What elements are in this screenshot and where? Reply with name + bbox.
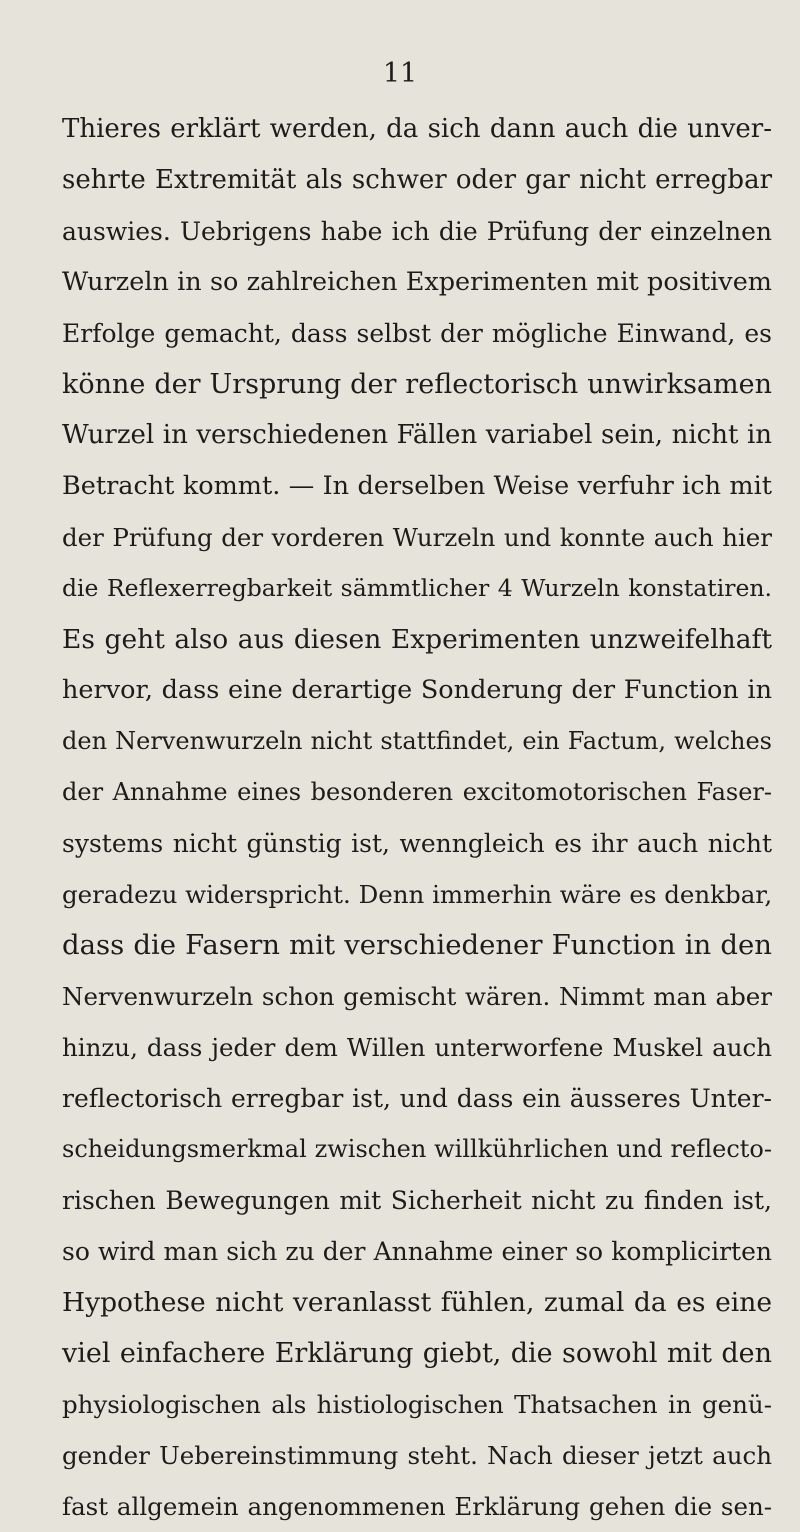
text-line: sehrte Extremität als schwer oder gar nicht erregbar: [62, 165, 772, 195]
text-line: reflectorisch erregbar ist, und dass ein äusseres Unter-: [62, 1084, 772, 1113]
text-line: systems nicht günstig ist, wenngleich es ihr auch nicht: [62, 829, 772, 858]
text-line: dass die Fasern mit verschiedener Function in den: [62, 929, 772, 961]
text-line: scheidungsmerkmal zwischen willkührlichen und reflecto-: [62, 1135, 772, 1163]
text-line: Es geht also aus diesen Experimenten unzweifelhaft: [62, 624, 772, 655]
text-line: Hypothese nicht veranlasst fühlen, zumal da es eine: [62, 1287, 772, 1318]
text-line: der Annahme eines besonderen excitomotorischen Faser-: [62, 778, 772, 806]
text-line: Nervenwurzeln schon gemischt wären. Nimmt man aber: [62, 982, 772, 1011]
text-line: hervor, dass eine derartige Sonderung der Function in: [62, 675, 772, 705]
text-line: auswies. Uebrigens habe ich die Prüfung der einzelnen: [62, 217, 772, 246]
text-line: Wurzeln in so zahlreichen Experimenten mit positivem: [62, 267, 772, 297]
text-line: die Reflexerregbarkeit sämmtlicher 4 Wurzeln konstatiren.: [62, 574, 772, 602]
text-line: Erfolge gemacht, dass selbst der mögliche Einwand, es: [62, 319, 772, 348]
text-line: rischen Bewegungen mit Sicherheit nicht zu finden ist,: [62, 1186, 772, 1215]
text-line: physiologischen als histiologischen Thatsachen in genü-: [62, 1390, 772, 1419]
text-line: Thieres erklärt werden, da sich dann auch die unver-: [62, 114, 772, 144]
text-line: den Nervenwurzeln nicht stattfindet, ein Factum, welches: [62, 727, 772, 755]
text-line: hinzu, dass jeder dem Willen unterworfene Muskel auch: [62, 1033, 772, 1062]
text-line: so wird man sich zu der Annahme einer so komplicirten: [62, 1237, 772, 1266]
text-line: Betracht kommt. — In derselben Weise verfuhr ich mit: [62, 471, 772, 501]
text-line: fast allgemein angenommenen Erklärung gehen die sen-: [62, 1492, 772, 1521]
text-line: viel einfachere Erklärung giebt, die sowohl mit den: [62, 1338, 772, 1369]
text-line: geradezu widerspricht. Denn immerhin wäre es denkbar,: [62, 880, 773, 909]
text-line: Wurzel in verschiedenen Fällen variabel sein, nicht in: [62, 420, 772, 450]
page-number: 11: [382, 58, 418, 89]
text-line: könne der Ursprung der reflectorisch unwirksamen: [62, 369, 772, 400]
text-line: der Prüfung der vorderen Wurzeln und konnte auch hier: [62, 523, 772, 552]
text-line: gender Uebereinstimmung steht. Nach dieser jetzt auch: [62, 1441, 772, 1470]
body-text: [62, 104, 772, 1532]
